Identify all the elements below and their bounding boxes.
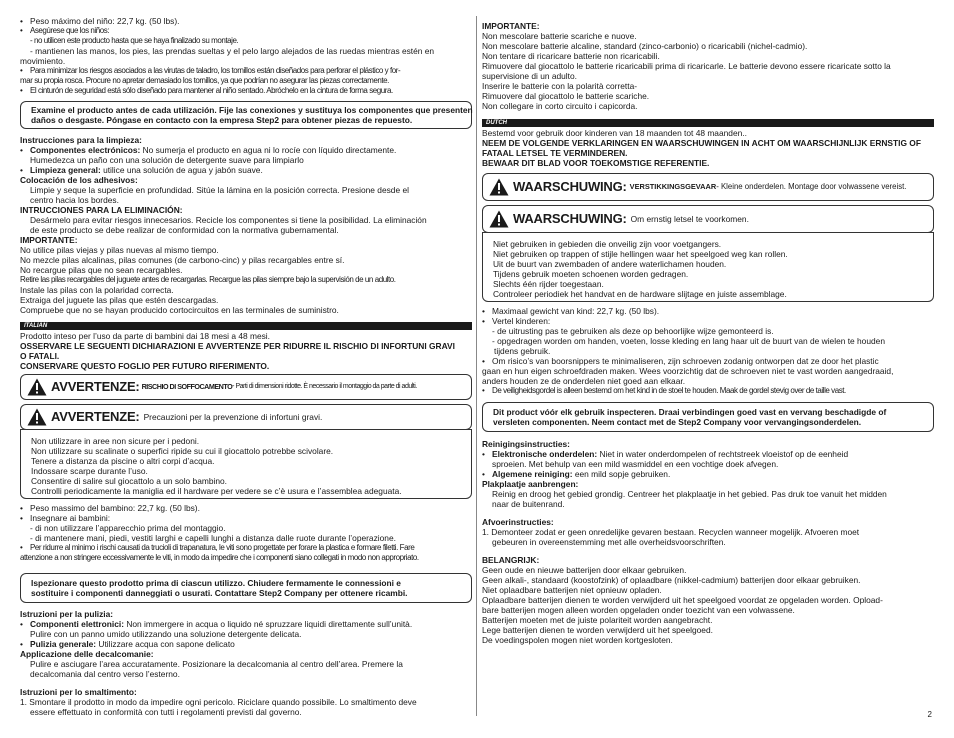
item-text: Reinig en droog het gebied grondig. Centreer het plakplaatje in het gebied. Pas druk toe vanuit het midden (492, 489, 887, 499)
item-text: Geen alkali-, standaard (koostofzink) of oplaadbare (nikkel-cadmium) batterijen door elkaar gebruiken. (482, 575, 861, 585)
italian-safety-list (20, 503, 472, 563)
text-line (20, 649, 472, 659)
warning-detail: Om ernstig letsel te voorkomen. (630, 214, 749, 224)
text-line (20, 265, 472, 275)
item-text: BELANGRIJK: (482, 555, 540, 565)
item-text: Istruzioni per la pulizia: (20, 609, 114, 619)
text-line (20, 619, 472, 629)
precaution-item: Controleer periodiek het handvat en de hardware slijtage en juiste assemblage. (493, 289, 787, 299)
text-line (482, 595, 934, 605)
text-line (20, 66, 472, 76)
bullet (482, 306, 492, 316)
item-text: INTRUCCIONES PARA LA ELIMINACIÓN: (20, 205, 183, 215)
item-text: BEWAAR DIT BLAD VOOR TOEKOMSTIGE REFERENTIE. (482, 158, 710, 168)
item-text: Om risico’s van boorsnippers te minimaliseren, zijn schroeven zodanig ontworpen dat ze door het plastic (492, 356, 879, 366)
text-line (482, 517, 934, 527)
precaution-item: Tijdens gebruik moeten schoenen worden gedragen. (493, 269, 689, 279)
italian-choking-warning (20, 374, 472, 400)
item-text: Para minimizar los riesgos asociados a las virutas de taladro, los tornillos están diseñados para perforar el plástico y for- (30, 66, 401, 75)
right-column (482, 21, 934, 645)
text-line (482, 326, 934, 336)
text-line (20, 503, 472, 513)
text-line (482, 158, 934, 168)
text-line (482, 21, 934, 31)
box-line: sostituire i componenti danneggiati o usurati. Contattare Step2 Company per ottenere ricambi. (31, 588, 408, 598)
column-divider (476, 16, 477, 716)
bullet (482, 449, 492, 459)
text-line (20, 629, 472, 639)
text-line (482, 306, 934, 316)
text-line (20, 513, 472, 523)
box-line: Examine el producto antes de cada utilización. Fije las conexiones y sustituya los componentes que presenten (31, 105, 473, 115)
text-line (482, 439, 934, 449)
item-text: Niet in water onderdompelen of rechtstreek vloeistof op de eenheid (597, 449, 849, 459)
warning-detail: - Parti di dimensioni ridotte. È necessario il montaggio da parte di adulti. (232, 383, 417, 390)
warning-word: WAARSCHUWING: (513, 211, 627, 226)
dutch-language-tag: DUTCH (482, 119, 934, 127)
item-text: CONSERVARE QUESTO FOGLIO PER FUTURO RIFERIMENTO. (20, 361, 270, 371)
item-text: de este producto se debe realizar de conformidad con la normativa gubernamental. (30, 225, 339, 235)
item-text: Compruebe que no se hayan producido cortocircuitos en las terminales de suministro. (20, 305, 339, 315)
item-text: Peso massimo del bambino: 22,7 kg. (50 lbs). (30, 503, 200, 513)
item-text: - no utilicen este producto hasta que se haya finalizado su montaje. (30, 36, 239, 45)
text-line (482, 336, 934, 346)
item-text: movimiento. (20, 56, 66, 66)
text-line (482, 605, 934, 615)
item-text: Instale las pilas con la polaridad correcta. (20, 285, 174, 295)
item-text: gebeuren in overeenstemming met alle overheidsvoorschriften. (492, 537, 726, 547)
item-text: NEEM DE VOLGENDE VERKLARINGEN EN WAARSCHUWINGEN IN ACHT OM WAARSCHIJNLIJK ERNSTIG OF (482, 138, 921, 148)
spacer (482, 547, 934, 555)
item-text: anders houden ze de onderdelen niet goed aan elkaar. (482, 376, 686, 386)
dutch-cleaning-section (482, 439, 934, 645)
item-text: tijdens gebruik. (494, 346, 551, 356)
bullet (20, 145, 30, 155)
italian-precautions-box (20, 429, 472, 499)
text-line (482, 575, 934, 585)
item-text: Retire las pilas recargables del juguete antes de recargarlas. Recargue las pilas siempre bajo la supervisión de un adulto. (20, 275, 396, 284)
warning-word: AVVERTENZE: (51, 409, 140, 424)
item-text: Extraiga del juguete las pilas que estén descargadas. (20, 295, 219, 305)
text-line (482, 61, 934, 71)
dutch-inspection-box (482, 402, 934, 432)
text-line (482, 376, 934, 386)
text-line (482, 625, 934, 635)
text-line (482, 615, 934, 625)
page-number: 2 (927, 710, 932, 719)
item-text: Per ridurre al minimo i rischi causati da trucioli di trapanatura, le viti sono progettate per forare la plastica e formare filetti. Fare (30, 543, 415, 552)
item-text: Instrucciones para la limpieza: (20, 135, 142, 145)
item-text: - opgedragen worden om handen, voeten, losse kleding en lang haar uit de buurt van de wielen te houden (492, 336, 885, 346)
item-text: De veiligheidsgordel is alleen bestemd om het kind in de stoel te houden. Maak de gordel stevig over de taille vast. (492, 386, 846, 395)
text-line (20, 669, 472, 679)
text-line (20, 185, 472, 195)
item-text: FATAAL LETSEL TE VERMINDEREN. (482, 148, 628, 158)
box-line: versleten componenten. Neem contact met de Step2 Company voor vervangingsonderdelen. (493, 417, 862, 427)
text-line (482, 565, 934, 575)
precaution-item: Niet gebruiken op trappen of stijle hellingen waar het speelgoed weg kan rollen. (493, 249, 788, 259)
item-text: Applicazione delle decalcomanie: (20, 649, 154, 659)
text-line (20, 295, 472, 305)
spacer (20, 679, 472, 687)
item-text: IMPORTANTE: (20, 235, 78, 245)
precaution-item: Niet gebruiken in gebieden die onveilig zijn voor voetgangers. (493, 239, 722, 249)
precaution-item: Consentire di salire sul giocattolo a un solo bambino. (31, 476, 227, 486)
item-text: IMPORTANTE: (482, 21, 540, 31)
text-line (20, 175, 472, 185)
italian-intro (20, 331, 472, 371)
item-text: utilice una solución de agua y jabón suave. (100, 165, 263, 175)
text-line (482, 101, 934, 111)
text-line (20, 135, 472, 145)
warning-triangle-icon (489, 210, 509, 228)
text-line (482, 71, 934, 81)
bullet (482, 386, 492, 395)
item-text: Niet oplaadbare batterijen niet opnieuw opladen. (482, 585, 662, 595)
item-text: No mezcle pilas alcalinas, pilas comunes (de carbono-cinc) y pilas recargables entre sí. (20, 255, 345, 265)
item-text: Inserire le batterie con la polarità corretta- (482, 81, 638, 91)
text-line (20, 155, 472, 165)
item-text: El cinturón de seguridad está sólo diseñado para mantener al niño sentado. Abróchelo en la cintura de forma segura. (30, 86, 393, 95)
warning-hazard: VERSTIKKINGSGEVAAR (629, 182, 717, 191)
item-text: Colocación de los adhesivos: (20, 175, 138, 185)
box-line: Ispezionare questo prodotto prima di ciascun utilizzo. Chiudere fermamente le connessioni e (31, 578, 401, 588)
text-line (482, 31, 934, 41)
item-text: naar de buitenrand. (492, 499, 565, 509)
precaution-item: Indossare scarpe durante l’uso. (31, 466, 148, 476)
item-text: een mild sopje gebruiken. (572, 469, 671, 479)
bullet (20, 513, 30, 523)
text-line (20, 687, 472, 697)
bullet (20, 639, 30, 649)
italian-inspection-box (20, 573, 472, 603)
item-text: gaan en hun eigen schroefdraden maken. Wees voorzichtig dat de schroeven niet te vast worden aangedraaid, (482, 366, 894, 376)
item-text: Rimuovere dal giocattolo le batterie scariche. (482, 91, 650, 101)
spacer (482, 509, 934, 517)
text-line (482, 479, 934, 489)
spanish-cleaning-section (20, 135, 472, 315)
item-text: Non tentare di ricaricare batterie non ricaricabili. (482, 51, 660, 61)
text-line (20, 639, 472, 649)
warning-detail: - Kleine onderdelen. Montage door volwassene vereist. (716, 182, 907, 191)
item-text: essere effettuato in conformità con tutti i regolamenti previsti dal governo. (30, 707, 302, 717)
text-line (482, 346, 934, 356)
text-line (20, 609, 472, 619)
text-line (20, 145, 472, 155)
text-line (482, 537, 934, 547)
text-line (482, 555, 934, 565)
item-text: 1. Demonteer zodat er geen onredelijke gevaren bestaan. Recyclen wanneer mogelijk. Afvoeren moet (482, 527, 860, 537)
text-line (482, 148, 934, 158)
text-line (20, 225, 472, 235)
item-text: Non mescolare batterie scariche e nuove. (482, 31, 637, 41)
item-label: Algemene reiniging: (492, 469, 573, 479)
item-text: Bestemd voor gebruik door kinderen van 18 maanden tot 48 maanden.. (482, 128, 747, 138)
text-line (482, 81, 934, 91)
bullet (20, 619, 30, 629)
item-text: Non immergere in acqua o liquido né spruzzare liquidi direttamente sull’unità. (124, 619, 413, 629)
item-label: Componenti elettronici: (30, 619, 124, 629)
text-line (482, 635, 934, 645)
text-line (482, 499, 934, 509)
italian-cleaning-section (20, 609, 472, 717)
text-line (20, 86, 472, 96)
precaution-item: Uit de buurt van zwembaden of andere waterlichamen houden. (493, 259, 727, 269)
item-text: No sumerja el producto en agua ni lo rocíe con líquido directamente. (140, 145, 397, 155)
italian-injury-warning (20, 404, 472, 430)
item-text: Vertel kinderen: (492, 316, 551, 326)
item-text: Limpie y seque la superficie en profundidad. Sitúe la lámina en la posición correcta. Presione desde el (30, 185, 409, 195)
item-label: Componentes electrónicos: (30, 145, 141, 155)
text-line (20, 553, 472, 563)
text-line (20, 205, 472, 215)
item-text: decalcomania dal centro verso l’esterno. (30, 669, 180, 679)
item-text: Batterijen moeten met de juiste polariteit worden aangebracht. (482, 615, 713, 625)
item-text: Plakplaatje aanbrengen: (482, 479, 579, 489)
italian-language-tag: ITALIAN (20, 322, 472, 330)
item-text: Rimuovere dal giocattolo le batterie ricaricabili prima di ricaricarle. Le batterie devono essere ricaricate sotto la (482, 61, 891, 71)
item-label: Limpieza general: (30, 165, 101, 175)
text-line (20, 56, 472, 66)
spanish-inspection-box (20, 101, 472, 129)
item-text: Geen oude en nieuwe batterijen door elkaar gebruiken. (482, 565, 687, 575)
item-text: bare batterijen mogen alleen worden opgeladen onder toezicht van een volwassene. (482, 605, 795, 615)
bullet (482, 469, 492, 479)
warning-triangle-icon (27, 378, 47, 396)
bullet (20, 503, 30, 513)
item-text: Maximaal gewicht van kind: 22,7 kg. (50 lbs). (492, 306, 660, 316)
item-text: De voedingspolen mogen niet worden kortgesloten. (482, 635, 673, 645)
bullet (20, 165, 30, 175)
item-text: - di non utilizzare l’apparecchio prima del montaggio. (30, 523, 226, 533)
precaution-item: Non utilizzare in aree non sicure per i pedoni. (31, 436, 200, 446)
text-line (20, 285, 472, 295)
text-line (20, 235, 472, 245)
item-text: - mantienen las manos, los pies, las prendas sueltas y el pelo largo alejados de las ruedas mientras estén en (30, 46, 435, 56)
item-text: mar su propia rosca. Procure no apretar demasiado los tornillos, ya que podrían no asegurar las piezas correctamente. (20, 76, 389, 85)
item-text: Asegúrese que los niños: (30, 26, 110, 35)
item-text: No utilice pilas viejas y pilas nuevas al mismo tiempo. (20, 245, 219, 255)
left-column (20, 16, 472, 717)
dutch-intro (482, 128, 934, 168)
item-label: Pulizia generale: (30, 639, 97, 649)
text-line (482, 41, 934, 51)
warning-word: WAARSCHUWING: (513, 179, 627, 194)
text-line (20, 543, 472, 553)
item-text: Lege batterijen dienen te worden verwijderd uit het speelgoed. (482, 625, 713, 635)
item-text: sproeien. Met behulp van een mild wasmiddel en een vochtige doek afvegen. (492, 459, 779, 469)
precaution-item: Tenere a distanza da piscine o altri corpi d’acqua. (31, 456, 215, 466)
text-line (482, 138, 934, 148)
text-line (482, 585, 934, 595)
warning-detail: Precauzioni per la prevenzione di infortuni gravi. (143, 412, 323, 422)
item-text: O FATALI. (20, 351, 60, 361)
item-text: - de uitrusting pas te gebruiken als deze op behoorlijke wijze gemonteerd is. (492, 326, 774, 336)
item-text: OSSERVARE LE SEGUENTI DICHIARAZIONI E AVVERTENZE PER RIDURRE IL RISCHIO DI INFORTUNI GRAVI (20, 341, 455, 351)
spanish-safety-list (20, 16, 472, 96)
text-line (20, 697, 472, 707)
text-line (482, 489, 934, 499)
text-line (20, 341, 472, 351)
warning-hazard: RISCHIO DI SOFFOCAMENTO (141, 382, 233, 391)
item-text: Pulire con un panno umido utilizzando una soluzione detergente delicata. (30, 629, 302, 639)
text-line (20, 255, 472, 265)
warning-word: AVVERTENZE: (51, 379, 140, 394)
box-line: Dit product vóór elk gebruik inspecteren. Draai verbindingen goed vast en vervang beschadigde of (493, 407, 887, 417)
dutch-choking-warning (482, 173, 934, 201)
text-line (20, 533, 472, 543)
bullet (482, 316, 492, 326)
bullet (482, 356, 492, 366)
text-line (482, 128, 934, 138)
precaution-item: Controlli periodicamente la maniglia ed il hardware per vedere se c’è usura e l’assemblea adeguata. (31, 486, 402, 496)
text-line (20, 26, 472, 36)
item-text: centro hacia los bordes. (30, 195, 119, 205)
item-text: Oplaadbare batterijen dienen te worden verwijderd uit het speelgoed voordat ze opgeladen worden. Opload- (482, 595, 883, 605)
text-line (482, 527, 934, 537)
text-line (20, 76, 472, 86)
text-line (482, 51, 934, 61)
item-text: Desármelo para evitar riesgos innecesarios. Recicle los componentes si tiene la posibilidad. La eliminación (30, 215, 427, 225)
item-text: Non collegare in corto circuito i capicorda. (482, 101, 638, 111)
warning-triangle-icon (489, 178, 509, 196)
italian-battery-notes (482, 21, 934, 111)
precaution-item: Non utilizzare su scalinate o superfici ripide su cui il giocattolo potrebbe scivolare. (31, 446, 334, 456)
item-text: supervisione di un adulto. (482, 71, 577, 81)
text-line (482, 386, 934, 396)
item-text: Istruzioni per lo smaltimento: (20, 687, 137, 697)
text-line (20, 331, 472, 341)
text-line (482, 356, 934, 366)
item-text: Afvoerinstructies: (482, 517, 554, 527)
item-text: - di mantenere mani, piedi, vestiti larghi e capelli lunghi a distanza dalle ruote durante l’operazione. (30, 533, 396, 543)
item-text: Prodotto inteso per l’uso da parte di bambini dai 18 mesi a 48 mesi. (20, 331, 270, 341)
text-line (20, 275, 472, 285)
text-line (482, 91, 934, 101)
item-text: No recargue pilas que no sean recargables. (20, 265, 183, 275)
text-line (20, 361, 472, 371)
text-line (20, 707, 472, 717)
text-line (482, 316, 934, 326)
text-line (20, 16, 472, 26)
item-text: Reinigingsinstructies: (482, 439, 570, 449)
item-text: 1. Smontare il prodotto in modo da impedire ogni pericolo. Riciclare quando possibile. Lo smaltimento deve (20, 697, 417, 707)
text-line (482, 459, 934, 469)
item-text: Insegnare ai bambini: (30, 513, 111, 523)
bullet (20, 16, 30, 26)
text-line (20, 195, 472, 205)
bullet (20, 66, 30, 75)
text-line (20, 245, 472, 255)
text-line (482, 366, 934, 376)
item-text: Pulire e asciugare l’area accuratamente. Posizionare la decalcomania al centro dell’area. Premere la (30, 659, 403, 669)
text-line (20, 305, 472, 315)
bullet (20, 86, 30, 95)
text-line (482, 469, 934, 479)
dutch-injury-warning (482, 205, 934, 233)
item-text: Humedezca un paño con una solución de detergente suave para limpiarlo (30, 155, 304, 165)
item-text: Utilizzare acqua con sapone delicato (96, 639, 235, 649)
text-line (20, 659, 472, 669)
item-label: Elektronische onderdelen: (492, 449, 598, 459)
box-line: daños o desgaste. Póngase en contacto con la empresa Step2 para obtener piezas de repuesto. (31, 115, 413, 125)
item-text: attenzione a non stringere eccessivamente le viti, in modo da impedire che i componenti siano collegati in modo non appropriato. (20, 553, 419, 562)
precaution-item: Slechts één rijder toegestaan. (493, 279, 604, 289)
text-line (20, 165, 472, 175)
bullet (20, 26, 30, 35)
text-line (20, 36, 472, 46)
text-line (20, 215, 472, 225)
warning-triangle-icon (27, 408, 47, 426)
item-text: Non mescolare batterie alcaline, standard (zinco-carbonio) o ricaricabili (nichel-cadmio). (482, 41, 808, 51)
text-line (482, 449, 934, 459)
dutch-precautions-box (482, 232, 934, 302)
text-line (20, 523, 472, 533)
text-line (20, 351, 472, 361)
bullet (20, 543, 30, 552)
dutch-safety-list (482, 306, 934, 396)
text-line (20, 46, 472, 56)
item-text: Peso máximo del niño: 22,7 kg. (50 lbs). (30, 16, 180, 26)
